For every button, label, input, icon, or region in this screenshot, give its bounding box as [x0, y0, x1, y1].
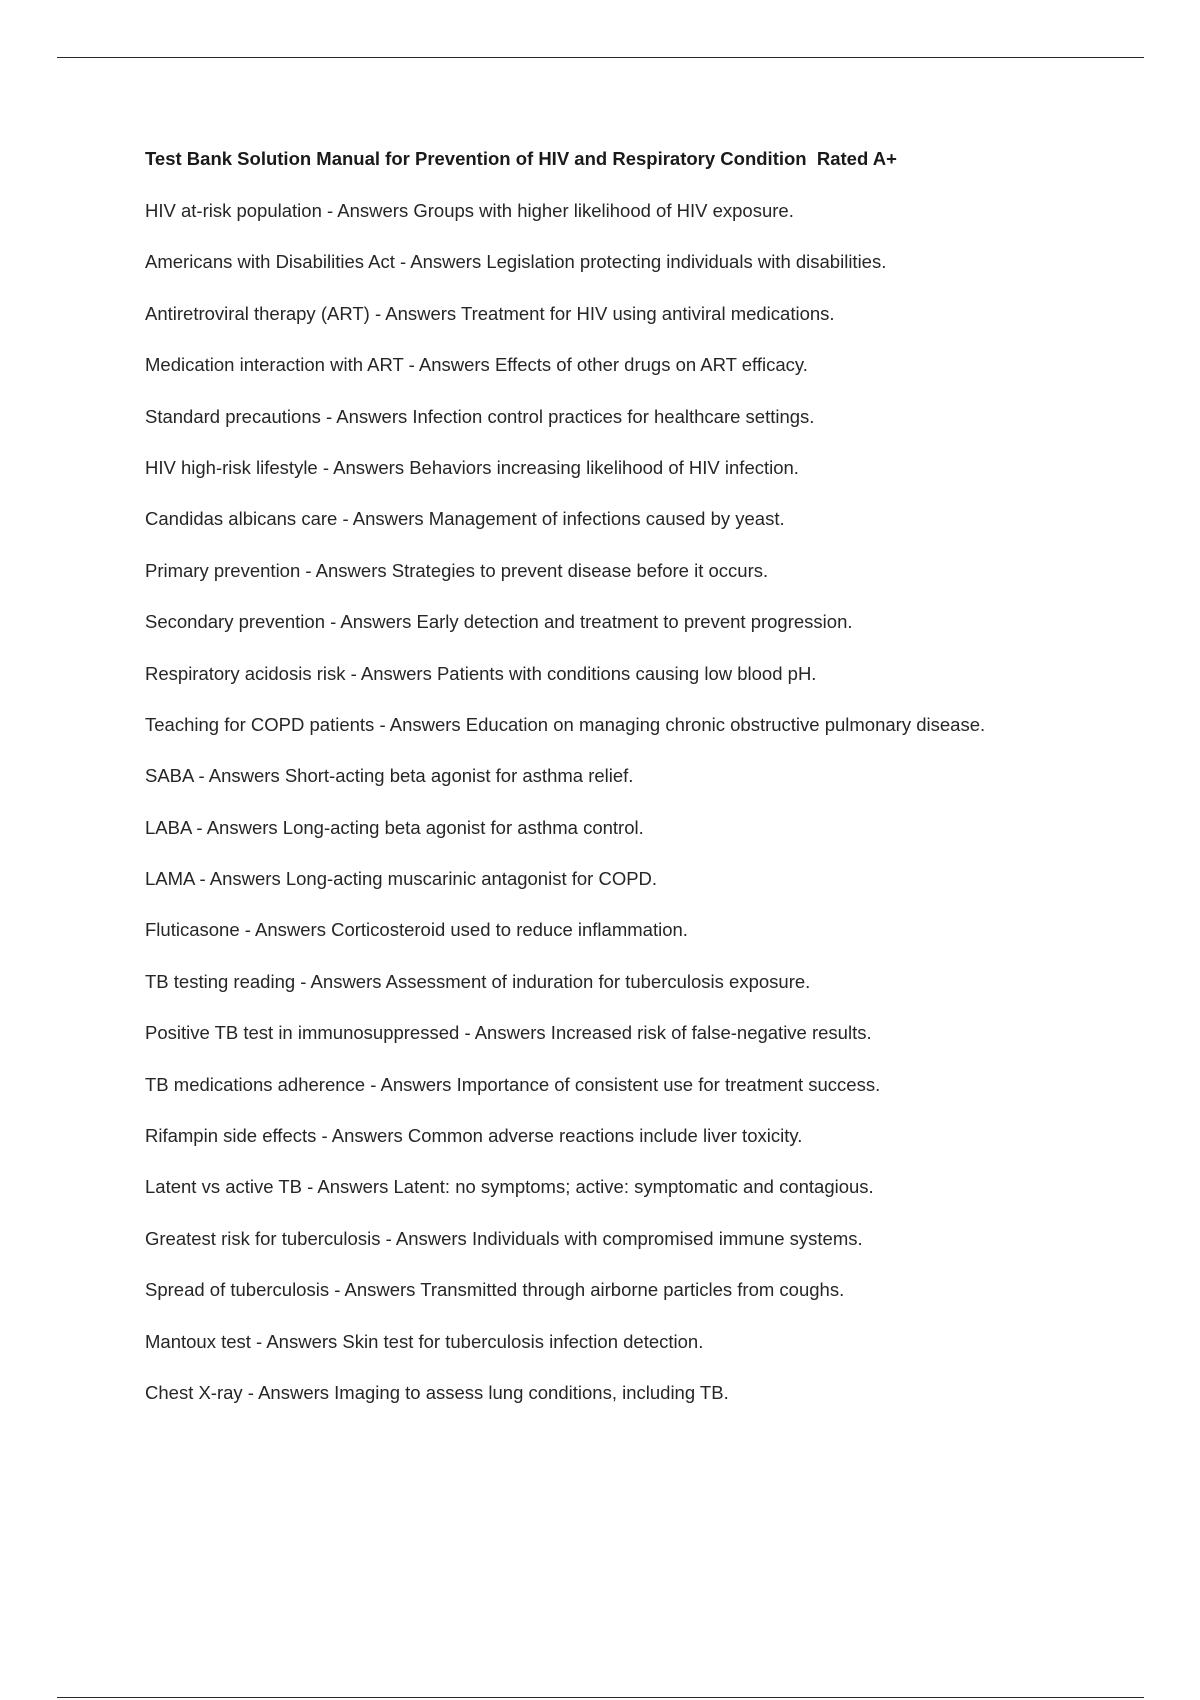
qa-item: Rifampin side effects - Answers Common adverse reactions include liver toxicity. — [145, 1125, 803, 1147]
qa-item: Americans with Disabilities Act - Answers Legislation protecting individuals with disabilities. — [145, 251, 887, 273]
header-rule — [57, 57, 1144, 58]
qa-item: TB medications adherence - Answers Importance of consistent use for treatment success. — [145, 1073, 881, 1095]
qa-item: HIV at-risk population - Answers Groups with higher likelihood of HIV exposure. — [145, 200, 794, 221]
qa-item: Primary prevention - Answers Strategies to prevent disease before it occurs. — [145, 559, 769, 581]
qa-item: Respiratory acidosis risk - Answers Patients with conditions causing low blood pH. — [145, 662, 817, 684]
qa-item: Standard precautions - Answers Infection control practices for healthcare settings. — [145, 405, 815, 427]
qa-item: Candidas albicans care - Answers Management of infections caused by yeast. — [145, 508, 785, 530]
document-title: Test Bank Solution Manual for Prevention of HIV and Respiratory Condition Rated A+ — [145, 148, 897, 169]
qa-item: Teaching for COPD patients - Answers Education on managing chronic obstructive pulmonary disease. — [145, 713, 986, 735]
qa-item: Spread of tuberculosis - Answers Transmitted through airborne particles from coughs. — [145, 1279, 845, 1301]
qa-item: SABA - Answers Short-acting beta agonist for asthma relief. — [145, 765, 634, 787]
qa-item: Latent vs active TB - Answers Latent: no symptoms; active: symptomatic and contagious. — [145, 1176, 874, 1198]
qa-item: LAMA - Answers Long-acting muscarinic antagonist for COPD. — [145, 868, 658, 890]
qa-item: Medication interaction with ART - Answers Effects of other drugs on ART efficacy. — [145, 354, 808, 376]
qa-item: Mantoux test - Answers Skin test for tuberculosis infection detection. — [145, 1330, 704, 1352]
qa-item: Secondary prevention - Answers Early detection and treatment to prevent progression. — [145, 611, 853, 633]
qa-item: Chest X-ray - Answers Imaging to assess lung conditions, including TB. — [145, 1381, 729, 1403]
qa-item: Fluticasone - Answers Corticosteroid used to reduce inflammation. — [145, 919, 688, 941]
qa-item: Positive TB test in immunosuppressed - Answers Increased risk of false-negative results. — [145, 1022, 872, 1044]
qa-item: HIV high-risk lifestyle - Answers Behaviors increasing likelihood of HIV infection. — [145, 456, 799, 478]
qa-item: LABA - Answers Long-acting beta agonist for asthma control. — [145, 816, 644, 838]
qa-item: Antiretroviral therapy (ART) - Answers Treatment for HIV using antiviral medications. — [145, 302, 835, 324]
qa-list — [145, 196, 1145, 1408]
qa-item: Greatest risk for tuberculosis - Answers Individuals with compromised immune systems. — [145, 1227, 863, 1249]
document-body — [145, 144, 1145, 1408]
qa-item: TB testing reading - Answers Assessment of induration for tuberculosis exposure. — [145, 970, 811, 992]
footer-rule — [57, 1697, 1144, 1698]
